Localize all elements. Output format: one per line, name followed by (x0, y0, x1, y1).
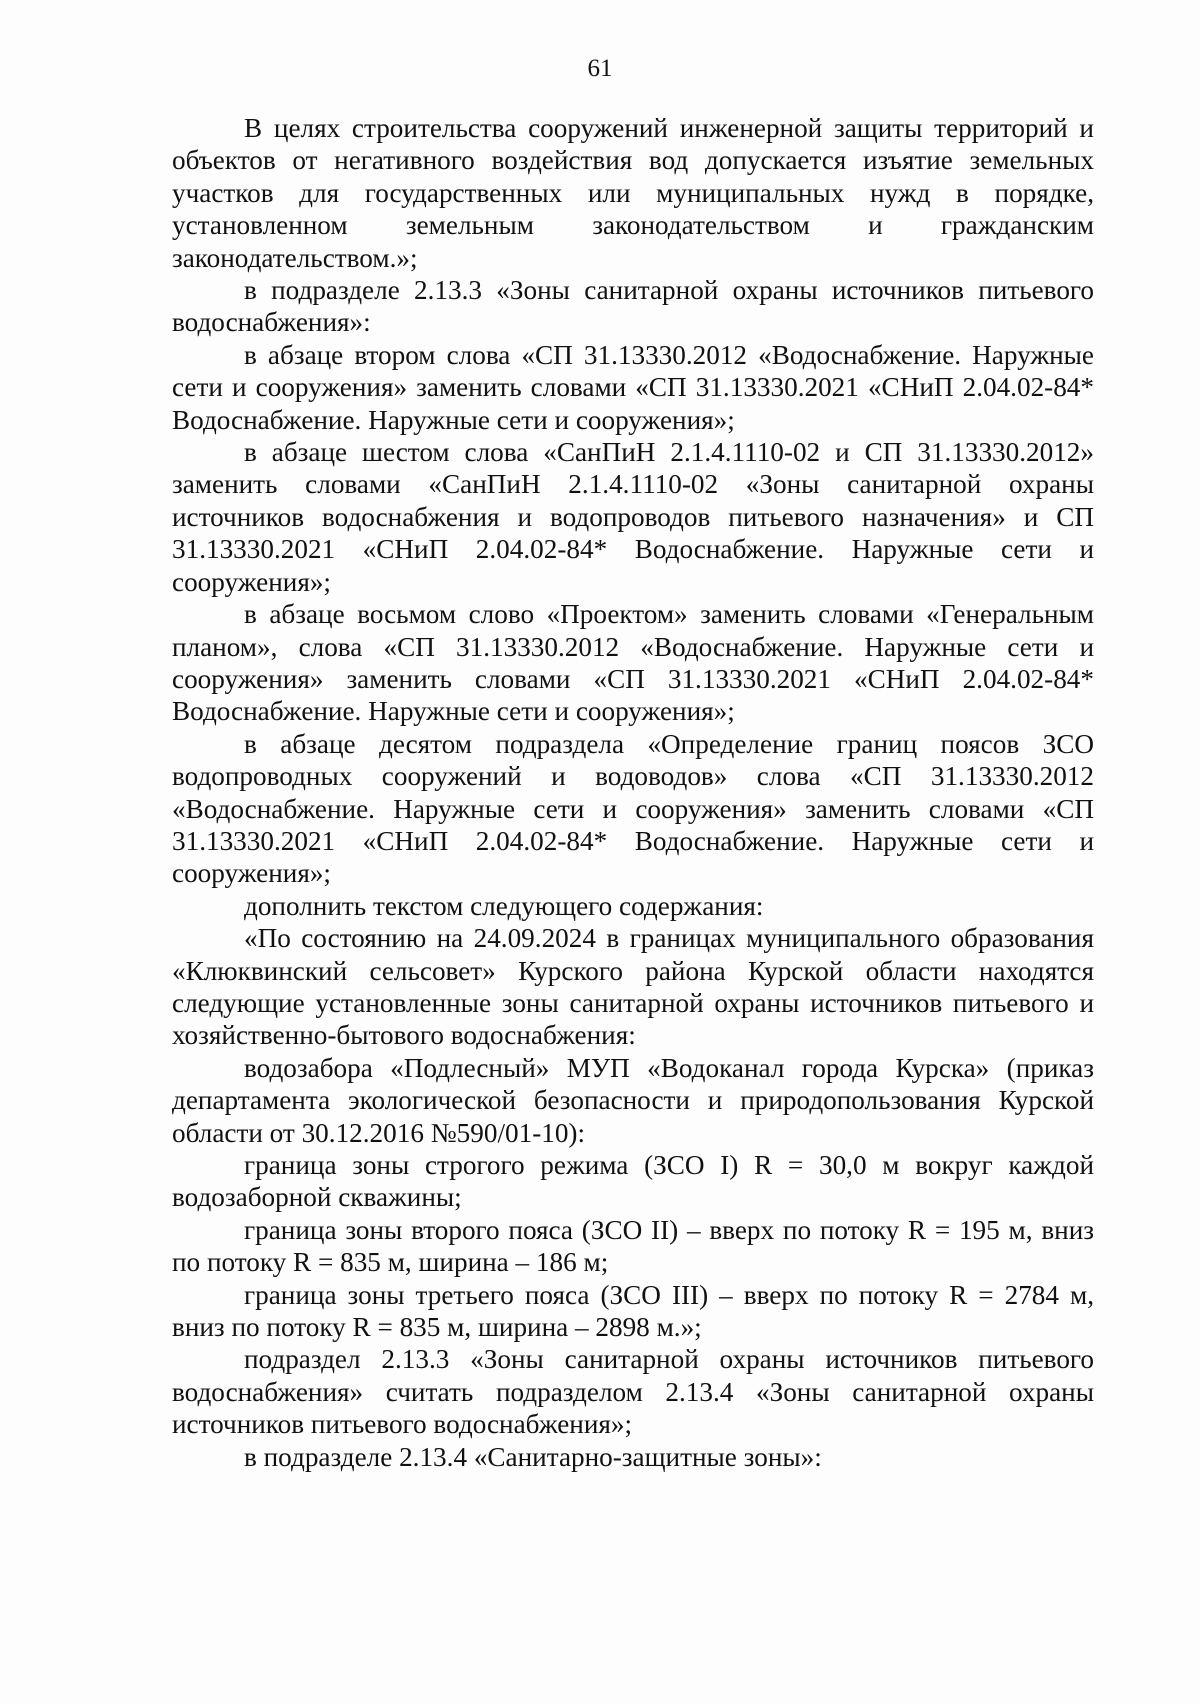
paragraph: В целях строительства сооружений инженерной защиты территорий и объектов от негативного воздействия вод допускается изъятие земельных участков для государственных или муниципальных нужд в порядке, установленном земельным законодательством и гражданским законодательством.»; (172, 113, 1094, 273)
paragraph: в абзаце шестом слова «СанПиН 2.1.4.1110-02 и СП 31.13330.2012» заменить словами «СанПиН 2.1.4.1110-02 «Зоны санитарной охраны источников водоснабжения и водопроводов питьевого назначения» и СП 31.13330.2021 «СНиП 2.04.02-84* Водоснабжение. Наружные сети и сооружения»; (172, 437, 1094, 597)
paragraph: в подразделе 2.13.3 «Зоны санитарной охраны источников питьевого водоснабжения»: (172, 275, 1094, 338)
paragraph: подраздел 2.13.3 «Зоны санитарной охраны источников питьевого водоснабжения» считать подразделом 2.13.4 «Зоны санитарной охраны источников питьевого водоснабжения»; (172, 1344, 1094, 1440)
paragraph: граница зоны третьего пояса (ЗСО III) – вверх по потоку R = 2784 м, вниз по потоку R = 835 м, ширина – 2898 м.»; (172, 1279, 1094, 1343)
paragraph: граница зоны второго пояса (ЗСО II) – вверх по потоку R = 195 м, вниз по потоку R = 835 м, ширина – 186 м; (172, 1214, 1094, 1278)
paragraph: дополнить текстом следующего содержания: (244, 890, 764, 921)
paragraph: в подразделе 2.13.4 «Санитарно-защитные зоны»: (244, 1441, 822, 1472)
paragraph: водозабора «Подлесный» МУП «Водоканал города Курска» (приказ департамента экологической безопасности и природопользования Курской области от 30.12.2016 №590/01-10): (172, 1052, 1094, 1148)
page-number: 61 (587, 55, 613, 82)
paragraph: в абзаце втором слова «СП 31.13330.2012 «Водоснабжение. Наружные сети и сооружения» заменить словами «СП 31.13330.2021 «СНиП 2.04.02-84* Водоснабжение. Наружные сети и сооружения»; (172, 339, 1094, 435)
paragraph: в абзаце восьмом слово «Проектом» заменить словами «Генеральным планом», слова «СП 31.13330.2012 «Водоснабжение. Наружные сети и сооружения» заменить словами «СП 31.13330.2021 «СНиП 2.04.02-84* Водоснабжение. Наружные сети и сооружения»; (172, 599, 1094, 727)
paragraph: граница зоны строгого режима (ЗСО I) R = 30,0 м вокруг каждой водозаборной скважины; (172, 1150, 1094, 1213)
paragraph: «По состоянию на 24.09.2024 в границах муниципального образования «Клюквинский сельсовет» Курского района Курской области находятся следующие установленные зоны санитарной охраны источников питьевого и хозяйственно-бытового водоснабжения: (172, 923, 1094, 1051)
document-body (172, 112, 1094, 1473)
paragraph: в абзаце десятом подраздела «Определение границ поясов ЗСО водопроводных сооружений и водоводов» слова «СП 31.13330.2012 «Водоснабжение. Наружные сети и сооружения» заменить словами «СП 31.13330.2021 «СНиП 2.04.02-84* Водоснабжение. Наружные сети и сооружения»; (172, 728, 1094, 889)
